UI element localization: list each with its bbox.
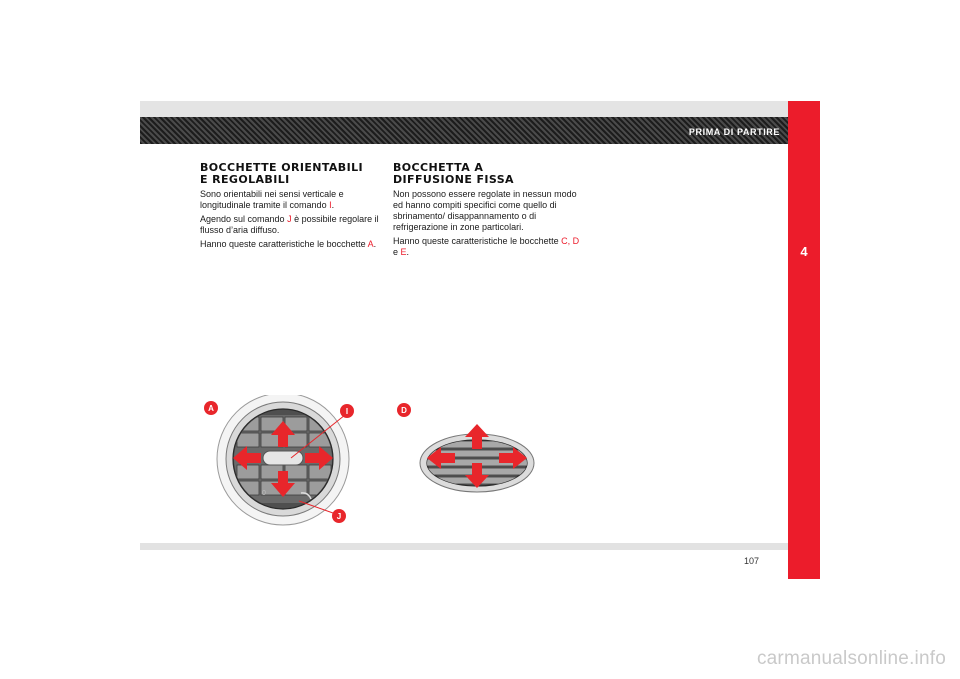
- chapter-tab: [788, 101, 820, 579]
- watermark: carmanualsonline.info: [756, 648, 946, 669]
- left-p3-text: Hanno queste caratteristiche le bocchette: [200, 239, 368, 249]
- left-heading-line1: BOCCHETTE ORIENTABILI: [200, 161, 363, 174]
- ref-e: E: [400, 247, 407, 257]
- mid-paragraph-1: Non possono essere regolate in nessun modo ed hanno compiti specifici come quello di sbrinamento/ disappannamento o di refrigerazione in zone particolari.: [393, 189, 577, 232]
- callout-i-label: I: [345, 407, 349, 416]
- left-p2-text-a: Agendo sul comando: [200, 214, 288, 224]
- callout-j-label: J: [336, 512, 342, 521]
- header-light-strip: [140, 101, 788, 117]
- left-p1-text: Sono orientabili nei sensi verticale e longitudinale tramite il comando: [200, 189, 344, 210]
- left-p3-end: .: [373, 239, 377, 249]
- mid-p2-end: .: [406, 247, 410, 257]
- ref-c: C: [561, 236, 568, 246]
- left-column: [200, 162, 388, 253]
- section-title: PRIMA DI PARTIRE: [688, 127, 780, 137]
- mid-p2-mid: e: [393, 247, 401, 257]
- fixed-vent-illustration: [393, 395, 553, 505]
- left-heading: [200, 162, 388, 186]
- ref-a: A: [367, 239, 374, 249]
- left-paragraph-3: [200, 239, 388, 250]
- knob-label: 0: [262, 490, 266, 497]
- ref-d: D: [572, 236, 580, 246]
- mid-heading: [393, 162, 581, 186]
- footer-rule: [140, 543, 788, 550]
- ref-i: I: [329, 200, 332, 210]
- mid-column: [393, 162, 581, 261]
- adjustable-vent-illustration: [195, 395, 370, 530]
- left-paragraph-2: [200, 214, 388, 236]
- left-heading-line2: E REGOLABILI: [200, 173, 290, 186]
- left-p2-text-b: è possibile regolare il flusso d’aria diffuso.: [200, 214, 379, 235]
- mid-paragraph-2: [393, 236, 581, 258]
- figure-adjustable-vent: [195, 395, 370, 530]
- ref-sep: ,: [567, 236, 573, 246]
- page-number: 107: [744, 556, 760, 566]
- callout-a-label: A: [208, 404, 214, 413]
- figure-fixed-vent: [393, 395, 553, 505]
- callout-d-label: D: [401, 406, 407, 415]
- left-paragraph-1: [200, 189, 388, 211]
- left-p1-end: .: [331, 200, 335, 210]
- mid-heading-line2: DIFFUSIONE FISSA: [393, 173, 514, 186]
- chapter-number: 4: [800, 244, 808, 259]
- mid-p2-text: Hanno queste caratteristiche le bocchette: [393, 236, 562, 246]
- ref-j: J: [287, 214, 292, 224]
- mid-heading-line1: BOCCHETTA A: [393, 161, 484, 174]
